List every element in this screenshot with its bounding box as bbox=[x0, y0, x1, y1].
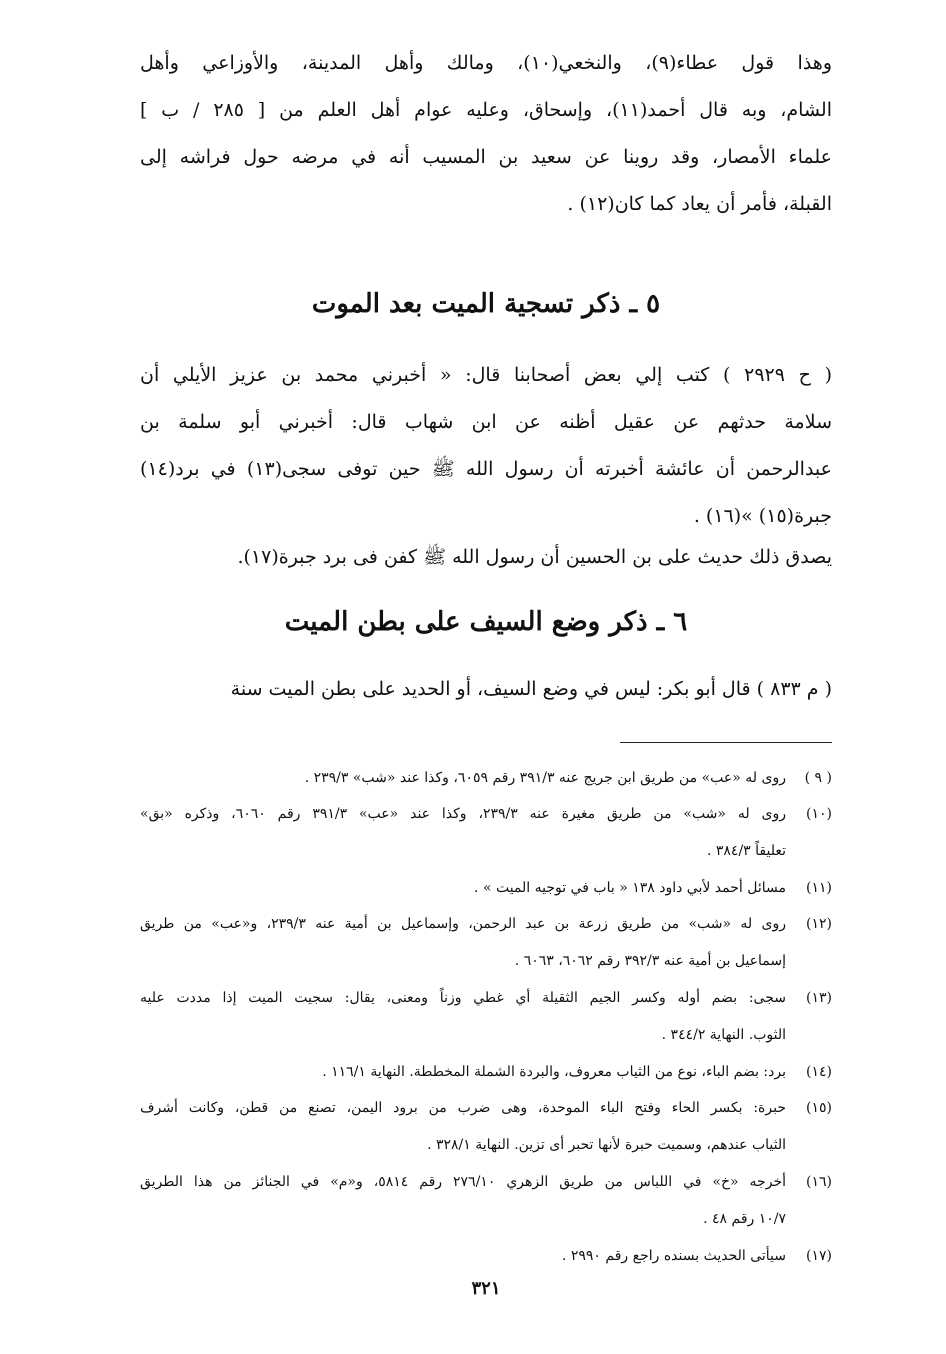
footnote-separator bbox=[620, 742, 832, 743]
paragraph-line: ( م ٨٣٣ ) قال أبو بكر: ليس في وضع السيف، أو الحديد على بطن الميت سنة bbox=[230, 678, 832, 700]
page-number: ٣٢١ bbox=[471, 1278, 501, 1299]
footnote-number: (١٣) bbox=[806, 990, 832, 1006]
footnote-text bbox=[140, 980, 786, 1054]
paragraph-line: عبدالرحمن أن عائشة أخبرته أن رسول الله ﷺ حين توفى سجى(١٣) في برد(١٤) bbox=[140, 458, 832, 480]
footnote-number: (١٦) bbox=[806, 1174, 832, 1190]
footnote-line: إسماعيل بن أمية عنه ٣٩٢/٣ رقم ٦٠٦٢، ٦٠٦٣ . bbox=[514, 953, 786, 969]
footnote-text bbox=[140, 906, 786, 980]
opening-paragraph bbox=[140, 40, 832, 228]
footnote-line: سيأتى الحديث بسنده راجع رقم ٢٩٩٠ . bbox=[561, 1248, 786, 1264]
book-page bbox=[140, 40, 832, 1330]
footnote-line: تعليقاً ٣٨٤/٣ . bbox=[706, 843, 786, 859]
footnote-line: روى له «عب» من طريق ابن جريج عنه ٣٩١/٣ رقم ٦٠٥٩، وكذا عند «شب» ٢٣٩/٣ . bbox=[304, 770, 786, 786]
footnote-text bbox=[140, 1164, 786, 1238]
footnote-line: الثياب عندهم، وسميت حبرة لأنها تحبر أى تزين. النهاية ٣٢٨/١ . bbox=[427, 1137, 786, 1153]
paragraph-line: سلامة حدثهم عن عقيل أظنه عن ابن شهاب قال: أخبرني أبو سلمة بن bbox=[140, 411, 832, 433]
corroboration-line bbox=[140, 534, 832, 581]
section-heading-6: ٦ ـ ذكر وضع السيف على بطن الميت bbox=[284, 607, 688, 637]
masalah-paragraph bbox=[140, 666, 832, 713]
paragraph-line: جبرة(١٥) »(١٦) . bbox=[693, 505, 832, 527]
paragraph-line: وهذا قول عطاء(٩)، والنخعي(١٠)، ومالك وأهل المدينة، والأوزاعي وأهل bbox=[140, 52, 832, 74]
footnote-number: (١٤) bbox=[806, 1064, 832, 1080]
footnote-number: (١٢) bbox=[806, 916, 832, 932]
footnote-text bbox=[140, 760, 786, 797]
footnote-number: (١٠) bbox=[806, 806, 832, 822]
footnote-line: روى له «شب» من طريق مغيرة عنه ٢٣٩/٣، وكذا عند «عب» ٣٩١/٣ رقم ٦٠٦٠، وذكره «بق» bbox=[140, 806, 786, 822]
footnote-text bbox=[140, 796, 786, 870]
footnote-number: (١٧) bbox=[806, 1248, 832, 1264]
paragraph-line: الشام، وبه قال أحمد(١١)، وإسحاق، وعليه عوام أهل العلم من [ ٢٨٥ / ب ] bbox=[140, 99, 832, 121]
footnote-line: حبرة: بكسر الحاء وفتح الباء الموحدة، وهى ضرب من برود اليمن، تصنع من قطن، وكانت أشرف bbox=[140, 1100, 786, 1116]
paragraph-line: علماء الأمصار، وقد روينا عن سعيد بن المسيب أنه في مرضه حول فراشه إلى bbox=[140, 146, 832, 168]
section-heading-5: ٥ ـ ذكر تسجية الميت بعد الموت bbox=[311, 289, 661, 319]
footnote-line: ١٠/٧ رقم ٤٨ . bbox=[703, 1211, 786, 1227]
footnote-text bbox=[140, 870, 786, 907]
footnote-line: روى له «شب» من طريق زرعة بن عبد الرحمن، وإسماعيل بن أمية عنه ٢٣٩/٣، و«عب» من طريق bbox=[140, 916, 786, 932]
footnote-text bbox=[140, 1054, 786, 1091]
footnote-line: الثوب. النهاية ٣٤٤/٢ . bbox=[661, 1027, 786, 1043]
footnote-number: (١٥) bbox=[806, 1100, 832, 1116]
footnote-line: برد: بضم الباء، نوع من الثياب معروف، والبردة الشملة المخططة. النهاية ١١٦/١ . bbox=[322, 1064, 786, 1080]
footnote-number: (١١) bbox=[806, 880, 832, 896]
footnote-line: مسائل أحمد لأبي داود ١٣٨ « باب في توجيه الميت » . bbox=[474, 880, 786, 896]
hadith-paragraph bbox=[140, 352, 832, 540]
footnote-line: أخرجه «خ» في اللباس من طريق الزهري ٢٧٦/١٠ رقم ٥٨١٤، و«م» في الجنائز من هذا الطريق bbox=[140, 1174, 786, 1190]
footnote-text bbox=[140, 1090, 786, 1164]
footnote-line: سجى: بضم أوله وكسر الجيم الثقيلة أي غطي وزناً ومعنى، يقال: سجيت الميت إذا مددت عليه bbox=[140, 990, 786, 1006]
paragraph-line: يصدق ذلك حديث على بن الحسين أن رسول الله ﷺ كفن فى برد جبرة(١٧). bbox=[237, 546, 832, 568]
paragraph-line: القبلة، فأمر أن يعاد كما كان(١٢) . bbox=[567, 193, 832, 215]
footnote-text bbox=[140, 1238, 786, 1275]
paragraph-line: ( ح ٢٩٢٩ ) كتب إلي بعض أصحابنا قال: « أخبرني محمد بن عزيز الأيلي أن bbox=[140, 364, 832, 386]
footnote-number: ( ٩ ) bbox=[804, 770, 832, 786]
